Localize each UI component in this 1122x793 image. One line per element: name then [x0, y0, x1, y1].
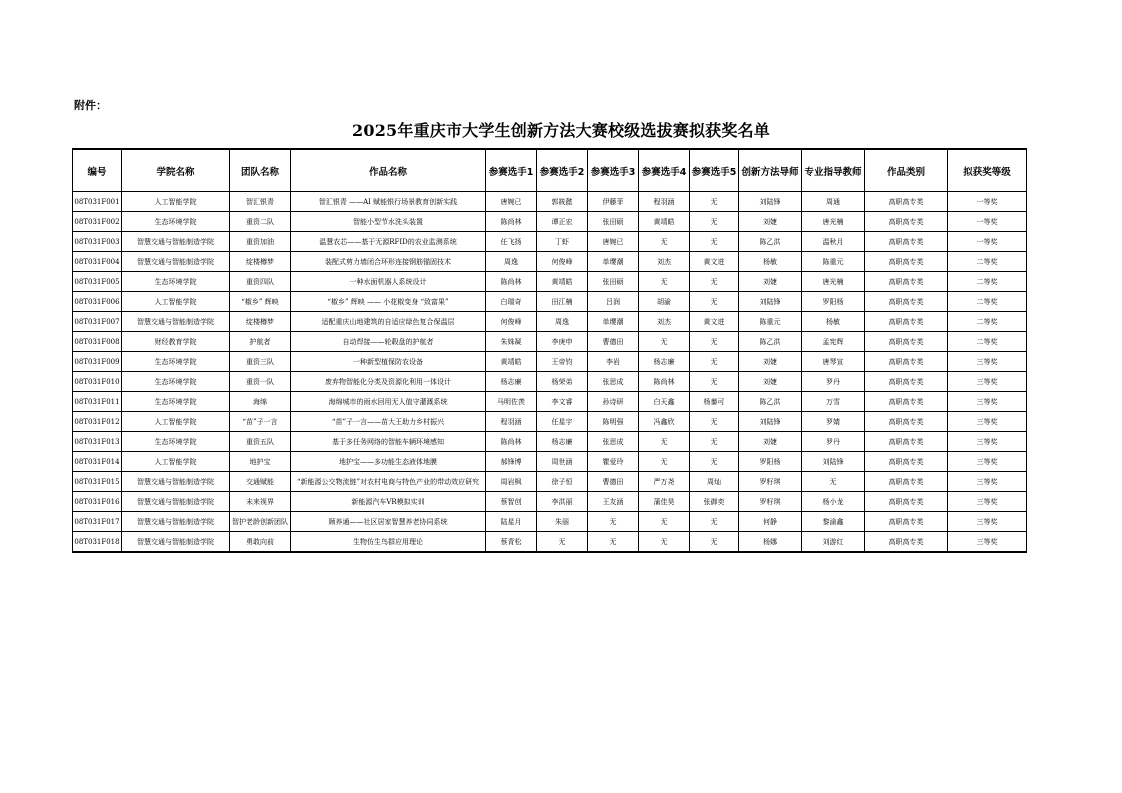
table-cell: 刘婕 [739, 372, 802, 392]
table-cell: 生态环境学院 [122, 352, 230, 372]
table-cell: 任飞扬 [486, 232, 537, 252]
table-cell: 丁虾 [537, 232, 588, 252]
table-cell: 黄文进 [690, 312, 739, 332]
table-cell: 无 [639, 512, 690, 532]
table-cell: 陈乙洪 [739, 232, 802, 252]
table-cell: 08T031F011 [73, 392, 122, 412]
table-cell: 吕润 [588, 292, 639, 312]
table-cell: 唐婉已 [486, 192, 537, 212]
table-cell: 08T031F006 [73, 292, 122, 312]
table-cell: 黄靖皓 [537, 272, 588, 292]
table-cell: 无 [690, 232, 739, 252]
table-cell: 何俊峰 [537, 252, 588, 272]
table-cell: 唐婉已 [588, 232, 639, 252]
table-row [73, 412, 1027, 432]
table-cell: 田江楠 [537, 292, 588, 312]
table-cell: 智慧交通与智能制造学院 [122, 252, 230, 272]
table-cell: 罗阳杨 [802, 292, 865, 312]
table-row [73, 392, 1027, 412]
table-cell: 张田硕 [588, 272, 639, 292]
table-cell: 白天鑫 [639, 392, 690, 412]
table-cell: 智汇银青 [230, 192, 291, 212]
table-cell: 二等奖 [948, 292, 1027, 312]
table-cell: 三等奖 [948, 432, 1027, 452]
header-cell: 作品名称 [291, 149, 486, 192]
table-cell: 无 [588, 532, 639, 553]
table-cell: 人工智能学院 [122, 292, 230, 312]
table-cell: 08T031F014 [73, 452, 122, 472]
table-cell: 生态环境学院 [122, 432, 230, 452]
table-cell: 朱姝凝 [486, 332, 537, 352]
table-cell: 温慧农芯——基于无源RFID的农业监测系统 [291, 232, 486, 252]
table-cell: 王友涵 [588, 492, 639, 512]
attachment-label: 附件： [74, 99, 107, 112]
table-cell: 顾养通——社区居家智慧养老协同系统 [291, 512, 486, 532]
table-cell: 李文睿 [537, 392, 588, 412]
table-cell: 无 [639, 452, 690, 472]
table-cell: 陈乙洪 [739, 392, 802, 412]
table-cell: 人工智能学院 [122, 452, 230, 472]
table-cell: 蒲佳昊 [639, 492, 690, 512]
table-cell: 智护老龄创新团队 [230, 512, 291, 532]
table-cell: 程羽涵 [486, 412, 537, 432]
table-cell: 周岩枫 [486, 472, 537, 492]
table-cell: 一种新型植保防农设备 [291, 352, 486, 372]
table-cell: 杨志廉 [639, 352, 690, 372]
table-cell: 谭正宏 [537, 212, 588, 232]
table-body [73, 192, 1027, 553]
table-row [73, 372, 1027, 392]
table-cell: 陈尚林 [486, 272, 537, 292]
table-cell: 智慧交通与智能制造学院 [122, 472, 230, 492]
table-cell: 王帝钧 [537, 352, 588, 372]
table-cell: 刘杰 [639, 312, 690, 332]
table-cell: 陈尚林 [486, 212, 537, 232]
table-cell: 绽楼樽梦 [230, 252, 291, 272]
table-cell: 刘陆锋 [739, 192, 802, 212]
table-cell: 陆星月 [486, 512, 537, 532]
table-cell: 无 [537, 532, 588, 553]
table-cell: 适配重庆山地建筑的自适应绿色复合保温层 [291, 312, 486, 332]
table-cell: 生态环境学院 [122, 212, 230, 232]
table-cell: 三等奖 [948, 452, 1027, 472]
table-cell: 财经教育学院 [122, 332, 230, 352]
table-cell: 孟宪辉 [802, 332, 865, 352]
table-cell: 无 [690, 212, 739, 232]
table-row [73, 292, 1027, 312]
header-cell: 拟获奖等级 [948, 149, 1027, 192]
table-cell: 蔡智创 [486, 492, 537, 512]
table-cell: 周逸 [537, 312, 588, 332]
table-cell: 周世涵 [537, 452, 588, 472]
table-cell: 刘婕 [739, 432, 802, 452]
table-cell: 智汇银青 ——AI 赋能银行场景教育创新实践 [291, 192, 486, 212]
table-cell: “椒乡” 辉映 [230, 292, 291, 312]
table-cell: 高职高专类 [865, 452, 948, 472]
table-cell: 张田硕 [588, 212, 639, 232]
table-cell: 朱丽 [537, 512, 588, 532]
table-cell: 刘婕 [739, 352, 802, 372]
document-title: 2025年重庆市大学生创新方法大赛校级选拔赛拟获奖名单 [352, 121, 770, 140]
table-cell: 高职高专类 [865, 372, 948, 392]
table-cell: 地护宝 [230, 452, 291, 472]
table-cell: 罗籽琪 [739, 492, 802, 512]
table-cell: 三等奖 [948, 412, 1027, 432]
table-cell: 高职高专类 [865, 392, 948, 412]
header-cell: 团队名称 [230, 149, 291, 192]
table-cell: 新能源汽车VR模拟实训 [291, 492, 486, 512]
table-cell: 一种水面机器人系统设计 [291, 272, 486, 292]
table-cell: 一等奖 [948, 192, 1027, 212]
header-cell: 专业指导教师 [802, 149, 865, 192]
table-cell: 一等奖 [948, 212, 1027, 232]
table-cell: 罗丹 [802, 432, 865, 452]
table-cell: 无 [639, 272, 690, 292]
table-cell: 罗籽琪 [739, 472, 802, 492]
table-cell: 无 [588, 512, 639, 532]
table-cell: 人工智能学院 [122, 192, 230, 212]
award-table [72, 148, 1027, 553]
table-cell: 08T031F010 [73, 372, 122, 392]
table-header-row [73, 149, 1027, 192]
table-cell: 无 [690, 532, 739, 553]
table-row [73, 532, 1027, 553]
table-row [73, 352, 1027, 372]
table-cell: 郭筱懿 [537, 192, 588, 212]
table-cell: 伊藤菲 [588, 192, 639, 212]
table-cell: 刘陆锋 [739, 292, 802, 312]
table-cell: 无 [690, 332, 739, 352]
header-cell: 创新方法导师 [739, 149, 802, 192]
table-cell: 黄靖皓 [639, 212, 690, 232]
table-cell: 未来视界 [230, 492, 291, 512]
table-cell: 交通赋能 [230, 472, 291, 492]
table-cell: 杨敏 [802, 312, 865, 332]
table-cell: 无 [690, 432, 739, 452]
table-cell: 三等奖 [948, 472, 1027, 492]
table-cell: 周灿 [690, 472, 739, 492]
table-cell: 李岩 [588, 352, 639, 372]
table-cell: 杨志廉 [486, 372, 537, 392]
table-cell: 高职高专类 [865, 492, 948, 512]
table-cell: 无 [690, 412, 739, 432]
table-cell: 三等奖 [948, 372, 1027, 392]
table-cell: 高职高专类 [865, 412, 948, 432]
table-cell: 杨娜 [739, 532, 802, 553]
header-cell: 参赛选手4 [639, 149, 690, 192]
table-cell: 瞿爱玲 [588, 452, 639, 472]
table-cell: 无 [690, 192, 739, 212]
table-cell: 二等奖 [948, 332, 1027, 352]
table-cell: 08T031F008 [73, 332, 122, 352]
table-cell: 唐光楠 [802, 272, 865, 292]
table-cell: 高职高专类 [865, 432, 948, 452]
table-cell: 黄靖皓 [486, 352, 537, 372]
table-cell: 三等奖 [948, 492, 1027, 512]
table-cell: 陈明强 [588, 412, 639, 432]
table-cell: 自动焊接——轮毂盘的护航者 [291, 332, 486, 352]
table-cell: 无 [639, 432, 690, 452]
table-cell: 三等奖 [948, 532, 1027, 553]
table-cell: 刘游红 [802, 532, 865, 553]
table-row [73, 432, 1027, 452]
table-cell: 高职高专类 [865, 192, 948, 212]
table-cell: 程羽涵 [639, 192, 690, 212]
table-cell: 黎渝鑫 [802, 512, 865, 532]
table-cell: 高职高专类 [865, 512, 948, 532]
table-cell: 海绵城市的雨水回用无人值守灌溉系统 [291, 392, 486, 412]
table-cell: 废弃物智能化分类及资源化利用一体设计 [291, 372, 486, 392]
table-row [73, 192, 1027, 212]
table-cell: 08T031F003 [73, 232, 122, 252]
table-cell: 智慧交通与智能制造学院 [122, 232, 230, 252]
table-cell: 装配式剪力墙闭合环形连接钢筋锚固技术 [291, 252, 486, 272]
table-row [73, 232, 1027, 252]
table-cell: 刘陆锋 [739, 412, 802, 432]
table-row [73, 332, 1027, 352]
table-cell: 无 [690, 372, 739, 392]
table-cell: 勇敢向前 [230, 532, 291, 553]
table-cell: 三等奖 [948, 392, 1027, 412]
table-cell: 高职高专类 [865, 252, 948, 272]
table-cell: 08T031F009 [73, 352, 122, 372]
table-cell: 白瑞奇 [486, 292, 537, 312]
table-cell: 李庚申 [537, 332, 588, 352]
table-cell: 一等奖 [948, 232, 1027, 252]
table-cell: 无 [690, 452, 739, 472]
table-cell: “新能源公交物流链”对农村电商与特色产业的带动效应研究 [291, 472, 486, 492]
table-cell: 陈乙洪 [739, 332, 802, 352]
table-cell: 08T031F007 [73, 312, 122, 332]
table-cell: 08T031F016 [73, 492, 122, 512]
table-cell: 二等奖 [948, 272, 1027, 292]
table-cell: 黄文进 [690, 252, 739, 272]
table-cell: 二等奖 [948, 252, 1027, 272]
table-cell: 生态环境学院 [122, 392, 230, 412]
table-cell: 重资二队 [230, 212, 291, 232]
table-cell: 高职高专类 [865, 312, 948, 332]
table-row [73, 212, 1027, 232]
table-cell: 智慧交通与智能制造学院 [122, 512, 230, 532]
table-cell: 生态环境学院 [122, 372, 230, 392]
table-cell: 冯鑫欣 [639, 412, 690, 432]
table-cell: 张思成 [588, 432, 639, 452]
table-cell: 杨敏 [739, 252, 802, 272]
table-cell: 地护宝——多功能生态液体地膜 [291, 452, 486, 472]
table-cell: 智慧交通与智能制造学院 [122, 312, 230, 332]
table-cell: 杨小龙 [802, 492, 865, 512]
table-cell: 温秋月 [802, 232, 865, 252]
table-cell: 无 [639, 332, 690, 352]
table-cell: 郝锋博 [486, 452, 537, 472]
table-cell: 万雪 [802, 392, 865, 412]
table-cell: 蔡青松 [486, 532, 537, 553]
header-cell: 参赛选手3 [588, 149, 639, 192]
table-cell: 徐子恒 [537, 472, 588, 492]
table-cell: 08T031F013 [73, 432, 122, 452]
table-cell: 刘杰 [639, 252, 690, 272]
table-cell: 罗丹 [802, 372, 865, 392]
table-cell: 无 [690, 512, 739, 532]
table-cell: 重资加油 [230, 232, 291, 252]
table-cell: 高职高专类 [865, 332, 948, 352]
table-cell: 无 [639, 532, 690, 553]
table-row [73, 472, 1027, 492]
table-cell: 08T031F004 [73, 252, 122, 272]
table-cell: 08T031F018 [73, 532, 122, 553]
table-row [73, 252, 1027, 272]
table-cell: 高职高专类 [865, 472, 948, 492]
table-cell: 智慧交通与智能制造学院 [122, 492, 230, 512]
table-cell: 单缨潮 [588, 252, 639, 272]
table-cell: 孙诗研 [588, 392, 639, 412]
table-cell: 生物仿生鸟群应用理论 [291, 532, 486, 553]
table-cell: 护航者 [230, 332, 291, 352]
table-cell: 高职高专类 [865, 292, 948, 312]
table-cell: 何俊峰 [486, 312, 537, 332]
header-cell: 编号 [73, 149, 122, 192]
table-cell: 单缨潮 [588, 312, 639, 332]
header-cell: 参赛选手2 [537, 149, 588, 192]
table-cell: “苗”子一言——苗大王助力乡村振兴 [291, 412, 486, 432]
table-cell: 高职高专类 [865, 352, 948, 372]
table-cell: “椒乡” 辉映 —— 小花椒变身 “致富果” [291, 292, 486, 312]
table-cell: 二等奖 [948, 312, 1027, 332]
table-cell: 08T031F017 [73, 512, 122, 532]
table-cell: 绽楼樽梦 [230, 312, 291, 332]
table-cell: 李洪丽 [537, 492, 588, 512]
table-cell: 周通 [802, 192, 865, 212]
table-cell: 08T031F001 [73, 192, 122, 212]
table-cell: 无 [690, 352, 739, 372]
table-cell: 人工智能学院 [122, 412, 230, 432]
table-cell: 杨荣弟 [537, 372, 588, 392]
table-cell: 基于多任务网络的智能车辆环境感知 [291, 432, 486, 452]
table-cell: 陈尚林 [486, 432, 537, 452]
header-cell: 参赛选手5 [690, 149, 739, 192]
table-cell: 无 [802, 472, 865, 492]
table-cell: 高职高专类 [865, 272, 948, 292]
table-cell: 无 [690, 272, 739, 292]
table-cell: 无 [690, 292, 739, 312]
table-row [73, 312, 1027, 332]
table-cell: 罗阳杨 [739, 452, 802, 472]
table-cell: 马明佐羡 [486, 392, 537, 412]
table-cell: 刘婕 [739, 212, 802, 232]
table-cell: 三等奖 [948, 512, 1027, 532]
table-cell: 08T031F015 [73, 472, 122, 492]
table-cell: 曹德田 [588, 332, 639, 352]
table-cell: 海绵 [230, 392, 291, 412]
table-cell: 08T031F002 [73, 212, 122, 232]
table-cell: 曹德田 [588, 472, 639, 492]
table-cell: 刘陆锋 [802, 452, 865, 472]
header-cell: 作品类别 [865, 149, 948, 192]
table-cell: 何静 [739, 512, 802, 532]
table-cell: 高职高专类 [865, 212, 948, 232]
table-cell: 重资一队 [230, 372, 291, 392]
table-cell: 重资四队 [230, 272, 291, 292]
table-cell: 陈尚林 [639, 372, 690, 392]
table-cell: 高职高专类 [865, 232, 948, 252]
table-cell: 生态环境学院 [122, 272, 230, 292]
table-cell: 重资三队 [230, 352, 291, 372]
table-cell: 张思成 [588, 372, 639, 392]
table-cell: 唐琴宣 [802, 352, 865, 372]
table-cell: 智慧交通与智能制造学院 [122, 532, 230, 553]
table-cell: 08T031F012 [73, 412, 122, 432]
table-cell: 高职高专类 [865, 532, 948, 553]
table-cell: 重资五队 [230, 432, 291, 452]
header-cell: 学院名称 [122, 149, 230, 192]
table-cell: 无 [639, 232, 690, 252]
table-cell: 刘婕 [739, 272, 802, 292]
table-cell: 杨志廉 [537, 432, 588, 452]
table-cell: 罗婧 [802, 412, 865, 432]
table-cell: 周逸 [486, 252, 537, 272]
table-cell: 张御奕 [690, 492, 739, 512]
table-cell: 08T031F005 [73, 272, 122, 292]
table-cell: 严万尧 [639, 472, 690, 492]
table-cell: 任星宇 [537, 412, 588, 432]
table-row [73, 452, 1027, 472]
header-cell: 参赛选手1 [486, 149, 537, 192]
table-cell: “苗”子一言 [230, 412, 291, 432]
table-cell: 唐光楠 [802, 212, 865, 232]
table-cell: 三等奖 [948, 352, 1027, 372]
table-cell: 陈重元 [802, 252, 865, 272]
table-row [73, 492, 1027, 512]
table-row [73, 272, 1027, 292]
table-cell: 陈重元 [739, 312, 802, 332]
table-cell: 智能小型节水洗头装置 [291, 212, 486, 232]
table-cell: 胡渝 [639, 292, 690, 312]
table-row [73, 512, 1027, 532]
table-cell: 杨蓁可 [690, 392, 739, 412]
